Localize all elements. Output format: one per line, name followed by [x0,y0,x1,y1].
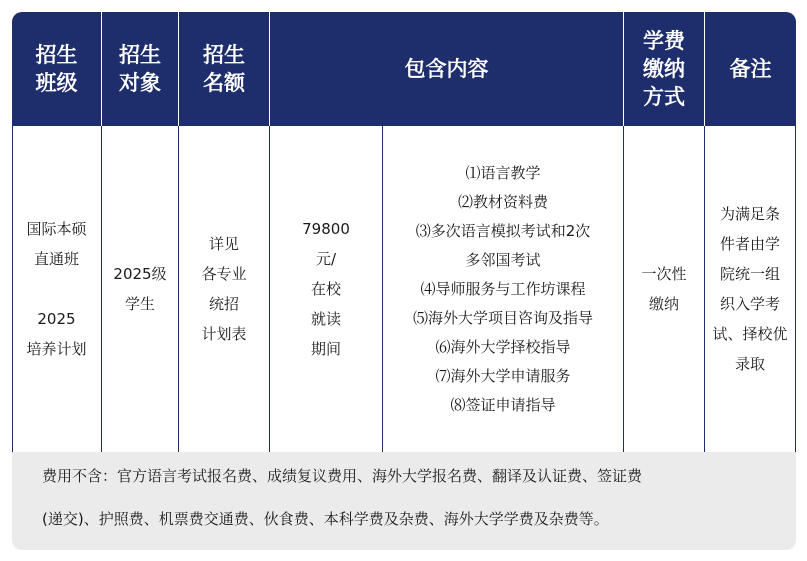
header-quota: 招生 名额 [203,43,245,95]
content-item: ⑴语言教学 [465,163,541,182]
cell-quota: 详见 各专业 统招 计划表 [201,235,247,343]
content-item: ⑷导师服务与工作坊课程 [420,279,586,298]
header-contents: 包含内容 [404,57,489,81]
content-item: ⑺海外大学申请服务 [435,366,571,385]
header-class: 招生 班级 [35,43,78,95]
content-item: ⑵教材资料费 [457,192,548,211]
content-item: ⑶多次语言模拟考试和2次 [415,221,591,240]
cell-contents [383,126,623,452]
fee-table [12,12,796,550]
cell-class: 国际本硕 直通班 2025 培养计划 [26,220,87,358]
header-divider [269,12,270,126]
content-item: ⑻签证申请指导 [450,395,556,414]
content-item: ⑸海外大学项目咨询及指导 [412,308,593,327]
content-item: 多邻国考试 [465,250,541,269]
header-target: 招生 对象 [119,43,161,95]
footer-line-2: (递交)、护照费、机票费交通费、伙食费、本科学费及杂费、海外大学学费及杂费等。 [42,510,609,528]
column-divider [795,126,796,452]
cell-target: 2025级 学生 [113,265,167,313]
footer-line-1: 费用不含：官方语言考试报名费、成绩复议费用、海外大学报名费、翻译及认证费、签证费 [42,467,643,485]
cell-fee: 79800 元/ 在校 就读 期间 [302,220,350,358]
header-divider [623,12,624,126]
table-header [12,12,796,126]
fee-exclusions-note [12,452,796,550]
content-item: ⑹海外大学择校指导 [435,337,571,356]
header-divider [101,12,102,126]
header-divider [704,12,705,126]
cell-remarks: 为满足条 件者由学 院统一组 织入学考 试、择校优 录取 [712,205,788,373]
header-remarks: 备注 [729,57,772,81]
header-divider [178,12,179,126]
header-payment: 学费 缴纳 方式 [643,29,685,109]
cell-payment: 一次性 缴纳 [641,265,687,313]
